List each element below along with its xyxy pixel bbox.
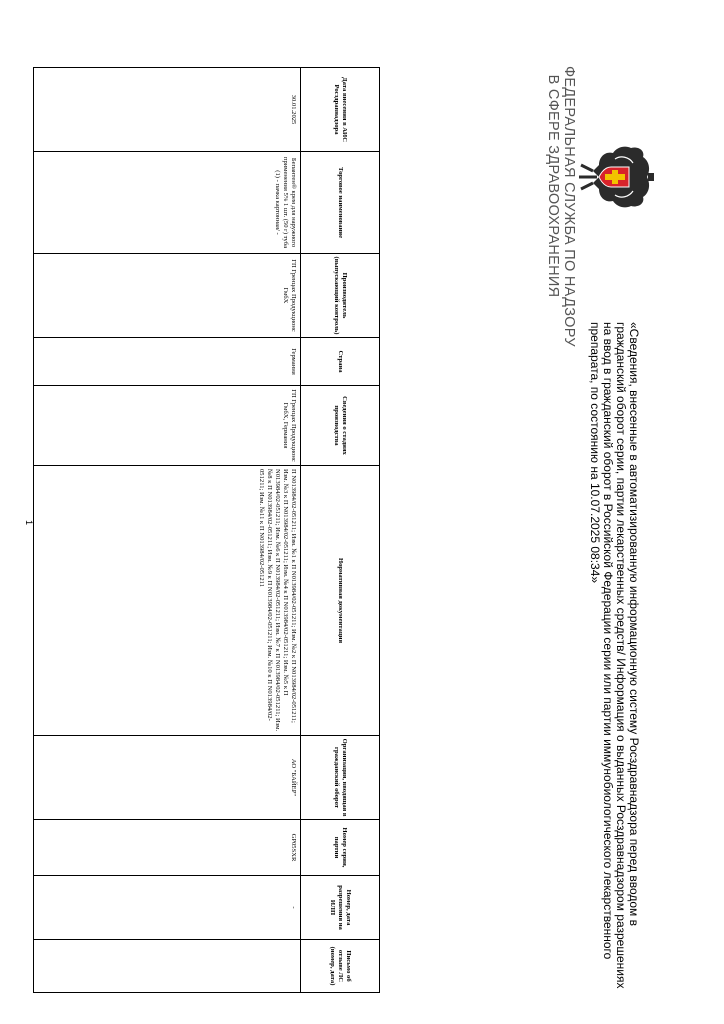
- title-line-3: на ввод в гражданский оборот в Российской Федерации серии или партии иммунобиологического лекарственного: [601, 322, 615, 960]
- cell-permit: -: [34, 876, 301, 940]
- header-regulatory-docs: Нормативная документация: [301, 466, 380, 736]
- cell-batch: GP05SXR: [34, 820, 301, 876]
- agency-line-2: В СФЕРЕ ЗДРАВООХРАНЕНИЯ: [545, 74, 561, 298]
- header-recall: Письмо об отзыве ЛС (номер, дата): [301, 940, 380, 993]
- cell-manufacturer: ГП Гренцах Продукционс ГмбХ: [34, 254, 301, 338]
- cell-country: Германия: [34, 338, 301, 386]
- agency-name: [545, 66, 577, 347]
- agency-line-1: ФЕДЕРАЛЬНАЯ СЛУЖБА ПО НАДЗОРУ: [561, 66, 577, 347]
- table-row: [34, 68, 301, 993]
- header-date: Дата внесения в АИС Росздравнадзора: [301, 68, 380, 152]
- cell-regulatory-docs: П N013984/02-051211; Изм. №1 к П N013984/02-051211; Изм. №2 к П N013984/02-051211; Изм. №3 к П N013984/02-051211; Изм. №4 к П N013984/02-051211; Изм. №5 к П N013984/02-051211; Изм. №6 к П N013984/02-051211; Изм. №7 к П N013984/02-051211; Изм. №8 к П N013984/02-051211; Изм. №9 к П N013984/02-051211; Изм. №10 к П N013984/02-051211; Изм. №11 к П N013984/02-051211: [34, 466, 301, 736]
- cell-organization: АО "БАЙЕР": [34, 736, 301, 820]
- cell-date: 30.01.2025: [34, 68, 301, 152]
- cell-recall: [34, 940, 301, 993]
- header-batch: Номер серии, партии: [301, 820, 380, 876]
- header-country: Страна: [301, 338, 380, 386]
- table-header-row: [301, 68, 380, 993]
- document-title: [588, 322, 641, 989]
- cell-trade-name: Бепантен® крем для наружного применения 5% 1 шт. (50 г) туба (1) - пачка картонная/ -: [34, 152, 301, 254]
- double-headed-eagle-emblem: [577, 143, 655, 211]
- header-trade-name: Торговое наименование: [301, 152, 380, 254]
- registry-table: [33, 67, 380, 993]
- header-manufacturer: Производитель (выпускающий контроль): [301, 254, 380, 338]
- title-line-1: «Сведения, внесенные в автоматизированную информационную систему Росздравнадзора перед вводом в: [627, 322, 641, 927]
- header-organization: Организация, вводящая в гражданский оборот: [301, 736, 380, 820]
- title-line-4: препарата, по состоянию на 10.07.2025 08:34»: [588, 322, 602, 584]
- title-line-2: гражданский оборот серии, партии лекарственных средств/ Информация о выданных Росздравнадзором разрешениях: [614, 322, 628, 989]
- header-stages: Сведения о стадиях производства: [301, 386, 380, 466]
- header-permit: Номер, дата разрешения на ИЛП: [301, 876, 380, 940]
- cell-stages: ГП Гренцах Продукционс ГмбХ, Германия: [34, 386, 301, 466]
- page-number: 1: [24, 520, 34, 526]
